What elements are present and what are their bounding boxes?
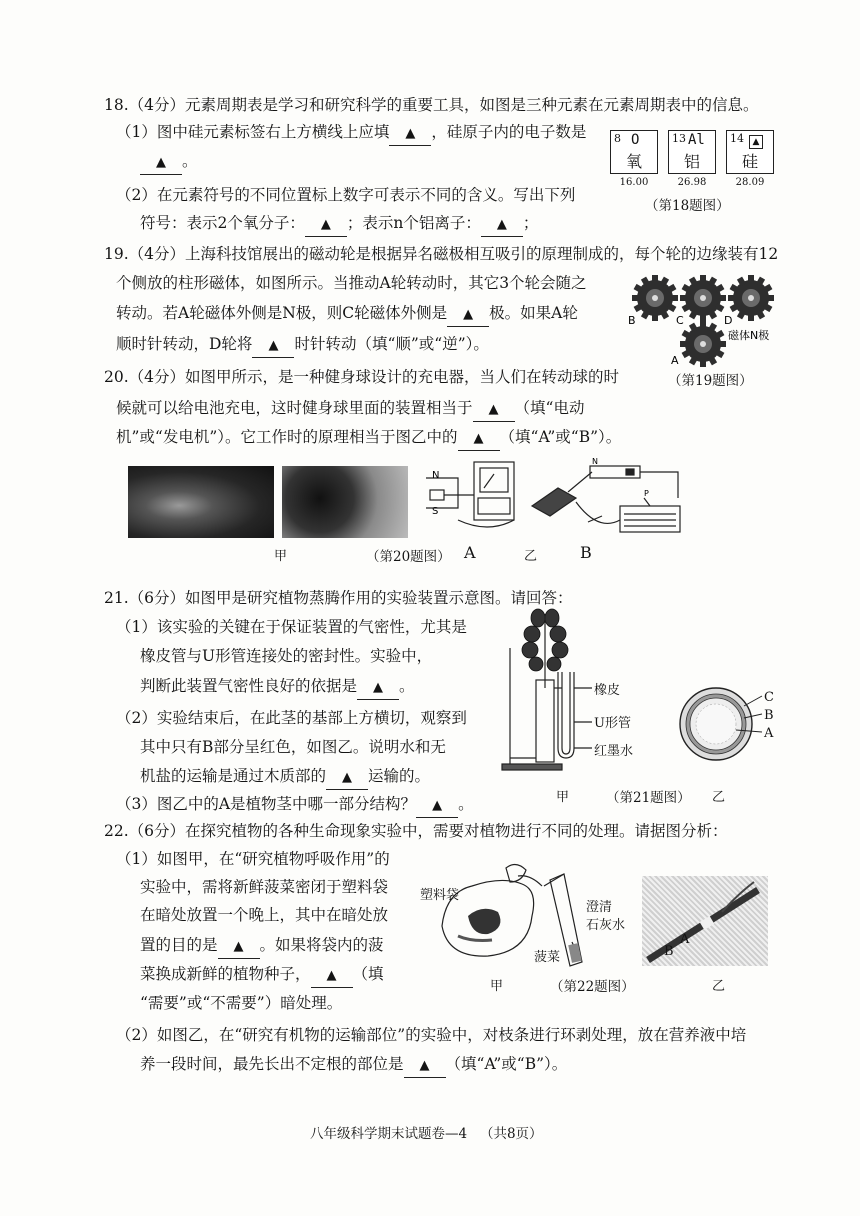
answer-blank: ▲ xyxy=(416,793,458,818)
answer-blank: ▲ xyxy=(481,212,523,237)
q22-caption-yi: 乙 xyxy=(712,979,726,994)
answer-blank: ▲ xyxy=(447,302,489,327)
page-footer xyxy=(310,1122,543,1142)
q22-line8: （2）如图乙，在“研究有机物的运输部位”的实验中，对枝条进行环剥处理，放在营养液中培 xyxy=(116,1026,747,1044)
svg-text:S: S xyxy=(432,506,439,517)
svg-text:N: N xyxy=(592,458,598,466)
answer-blank: ▲ xyxy=(326,765,368,790)
q21-line5: （2）实验结束后，在此茎的基部上方横切，观察到 xyxy=(116,709,467,727)
q21-line3: 橡皮管与U形管连接处的密封性。实验中， xyxy=(140,647,433,665)
q22-line9: 养一段时间，最先长出不定根的部位是 ▲ （填“A”或“B”）。 xyxy=(140,1053,567,1078)
q22-line3: 实验中，需将新鲜菠菜密闭于塑料袋 xyxy=(140,878,389,896)
answer-blank: ▲ xyxy=(458,426,500,451)
q21-line6: 其中只有B部分呈红色，如图乙。说明水和无 xyxy=(140,738,446,756)
label-rubber: 橡皮 xyxy=(594,683,621,698)
fitness-ball-photo xyxy=(128,466,274,538)
q20-line1: 20.（4分）如图甲所示，是一种健身球设计的充电器，当人们在转动球的时 xyxy=(104,368,620,386)
stem-cross-section xyxy=(676,680,766,770)
q19-line4: 顺时针转动，D轮将 ▲ 时针转动（填“顺”或“逆”）。 xyxy=(116,333,489,358)
svg-text:N: N xyxy=(432,470,440,481)
ringed-branch-photo xyxy=(642,876,768,966)
transpiration-apparatus xyxy=(496,608,602,774)
q18-part2-line1: （2）在元素符号的不同位置标上数字可表示不同的含义。写出下列 xyxy=(116,186,576,204)
q19-caption: （第19题图） xyxy=(668,373,753,389)
answer-blank: ▲ xyxy=(218,934,260,959)
q21-line1: 21.（6分）如图甲是研究植物蒸腾作用的实验装置示意图。请回答： xyxy=(104,589,573,607)
q21-caption-jia: 甲 xyxy=(556,790,570,805)
wheel-d xyxy=(728,275,774,321)
element-tile-oxygen: 8 O 氧 16.00 xyxy=(610,130,658,174)
q20-label-jia: 甲 xyxy=(274,549,288,564)
q18-part1-line1: （1）图中硅元素标签右上方横线上应填 ▲ ，硅原子内的电子数是 xyxy=(116,121,586,146)
wheel-c xyxy=(680,275,726,321)
label-limewater-1: 澄清 xyxy=(586,900,613,915)
q22-line4: 在暗处放置一个晚上，其中在暗处放 xyxy=(140,906,389,924)
q20-line3: 机”或“发电机”）。它工作时的原理相当于图乙中的 ▲ （填“A”或“B”）。 xyxy=(116,426,621,451)
answer-blank: ▲ xyxy=(140,150,182,175)
wheel-label-d: D xyxy=(724,314,733,327)
wheel-label-c: C xyxy=(676,314,684,327)
answer-blank: ▲ xyxy=(305,212,347,237)
wheel-label-a: A xyxy=(671,354,679,367)
q20-label-b: B xyxy=(580,543,592,562)
q18-part2-line2: 符号：表示2个氧分子： ▲ ；表示n个铝离子： ▲ ； xyxy=(140,212,538,237)
q22-caption-jia: 甲 xyxy=(490,979,504,994)
q22-line1: 22.（6分）在探究植物的各种生命现象实验中，需要对植物进行不同的处理。请据图分析： xyxy=(104,822,728,840)
footer-page-count: （共8页） xyxy=(479,1126,543,1142)
q20-label-a: A xyxy=(464,543,476,562)
q20-caption: （第20题图） xyxy=(366,549,451,565)
element-tile-silicon: 14 ▲ 硅 28.09 xyxy=(726,130,774,174)
answer-blank: ▲ xyxy=(357,675,399,700)
label-red-ink: 红墨水 xyxy=(594,744,634,759)
answer-blank: ▲ xyxy=(252,333,294,358)
label-ring-b: B xyxy=(664,944,674,959)
wheel-a xyxy=(680,321,726,367)
q22-caption: （第22题图） xyxy=(550,979,635,995)
footer-paper-name: 八年级科学期末试题卷—4 xyxy=(310,1126,468,1142)
answer-blank: ▲ xyxy=(389,121,431,146)
label-c: C xyxy=(764,690,774,705)
wheel-label-b: B xyxy=(628,314,636,327)
circuit-diagram-b xyxy=(528,458,684,552)
q18-part1-line2: ▲ 。 xyxy=(140,150,198,175)
q18-caption: （第18题图） xyxy=(645,198,730,214)
magnet-label: 磁体N极 xyxy=(728,329,770,342)
q21-caption-yi: 乙 xyxy=(712,790,726,805)
q21-line7: 机盐的运输是通过木质部的 ▲ 运输的。 xyxy=(140,765,430,790)
q19-line3: 转动。若A轮磁体外侧是N极，则C轮磁体外侧是 ▲ 极。如果A轮 xyxy=(116,302,578,327)
magnetic-wheels-figure xyxy=(625,268,785,368)
answer-blank: ▲ xyxy=(404,1053,446,1078)
wheel-b xyxy=(632,275,678,321)
element-tile-aluminum: 13 Al 铝 26.98 xyxy=(668,130,716,174)
q19-line1: 19.（4分）上海科技馆展出的磁动轮是根据异名磁极相互吸引的原理制成的，每个轮的边缘装有12 xyxy=(104,245,779,263)
q22-line7: “需要”或“不需要”）暗处理。 xyxy=(140,994,343,1012)
q21-line2: （1）该实验的关键在于保证装置的气密性，尤其是 xyxy=(116,618,467,636)
q21-line8: （3）图乙中的A是植物茎中哪一部分结构？ ▲ 。 xyxy=(116,793,474,818)
svg-text:P: P xyxy=(644,489,649,498)
label-limewater-2: 石灰水 xyxy=(586,918,626,933)
answer-blank: ▲ xyxy=(311,963,353,988)
answer-blank: ▲ xyxy=(473,397,515,422)
q20-line2: 候就可以给电池充电，这时健身球里面的装置相当于 ▲ （填“电动 xyxy=(116,397,584,422)
q18-stem: 18.（4分）元素周期表是学习和研究科学的重要工具，如图是三种元素在元素周期表中的信息。 xyxy=(104,96,759,114)
q20-label-yi: 乙 xyxy=(524,549,538,564)
circuit-diagram-a xyxy=(418,458,522,540)
q21-caption: （第21题图） xyxy=(606,790,691,806)
label-plastic-bag: 塑料袋 xyxy=(420,888,460,903)
label-spinach: 菠菜 xyxy=(534,950,561,965)
label-u-tube: U形管 xyxy=(594,716,631,731)
label-b: B xyxy=(764,708,774,723)
label-a: A xyxy=(764,726,774,741)
q21-line4: 判断此装置气密性良好的依据是 ▲ 。 xyxy=(140,675,415,700)
q22-line2: （1）如图甲，在“研究植物呼吸作用”的 xyxy=(116,850,390,868)
q19-line2: 个侧放的柱形磁体，如图所示。当推动A轮转动时，其它3个轮会随之 xyxy=(116,274,587,292)
q22-line6: 菜换成新鲜的植物种子， ▲ （填 xyxy=(140,963,384,988)
q22-line5: 置的目的是 ▲ 。如果将袋内的菠 xyxy=(140,934,384,959)
label-ring-a: A xyxy=(680,932,690,947)
generator-part-photo xyxy=(282,466,408,538)
